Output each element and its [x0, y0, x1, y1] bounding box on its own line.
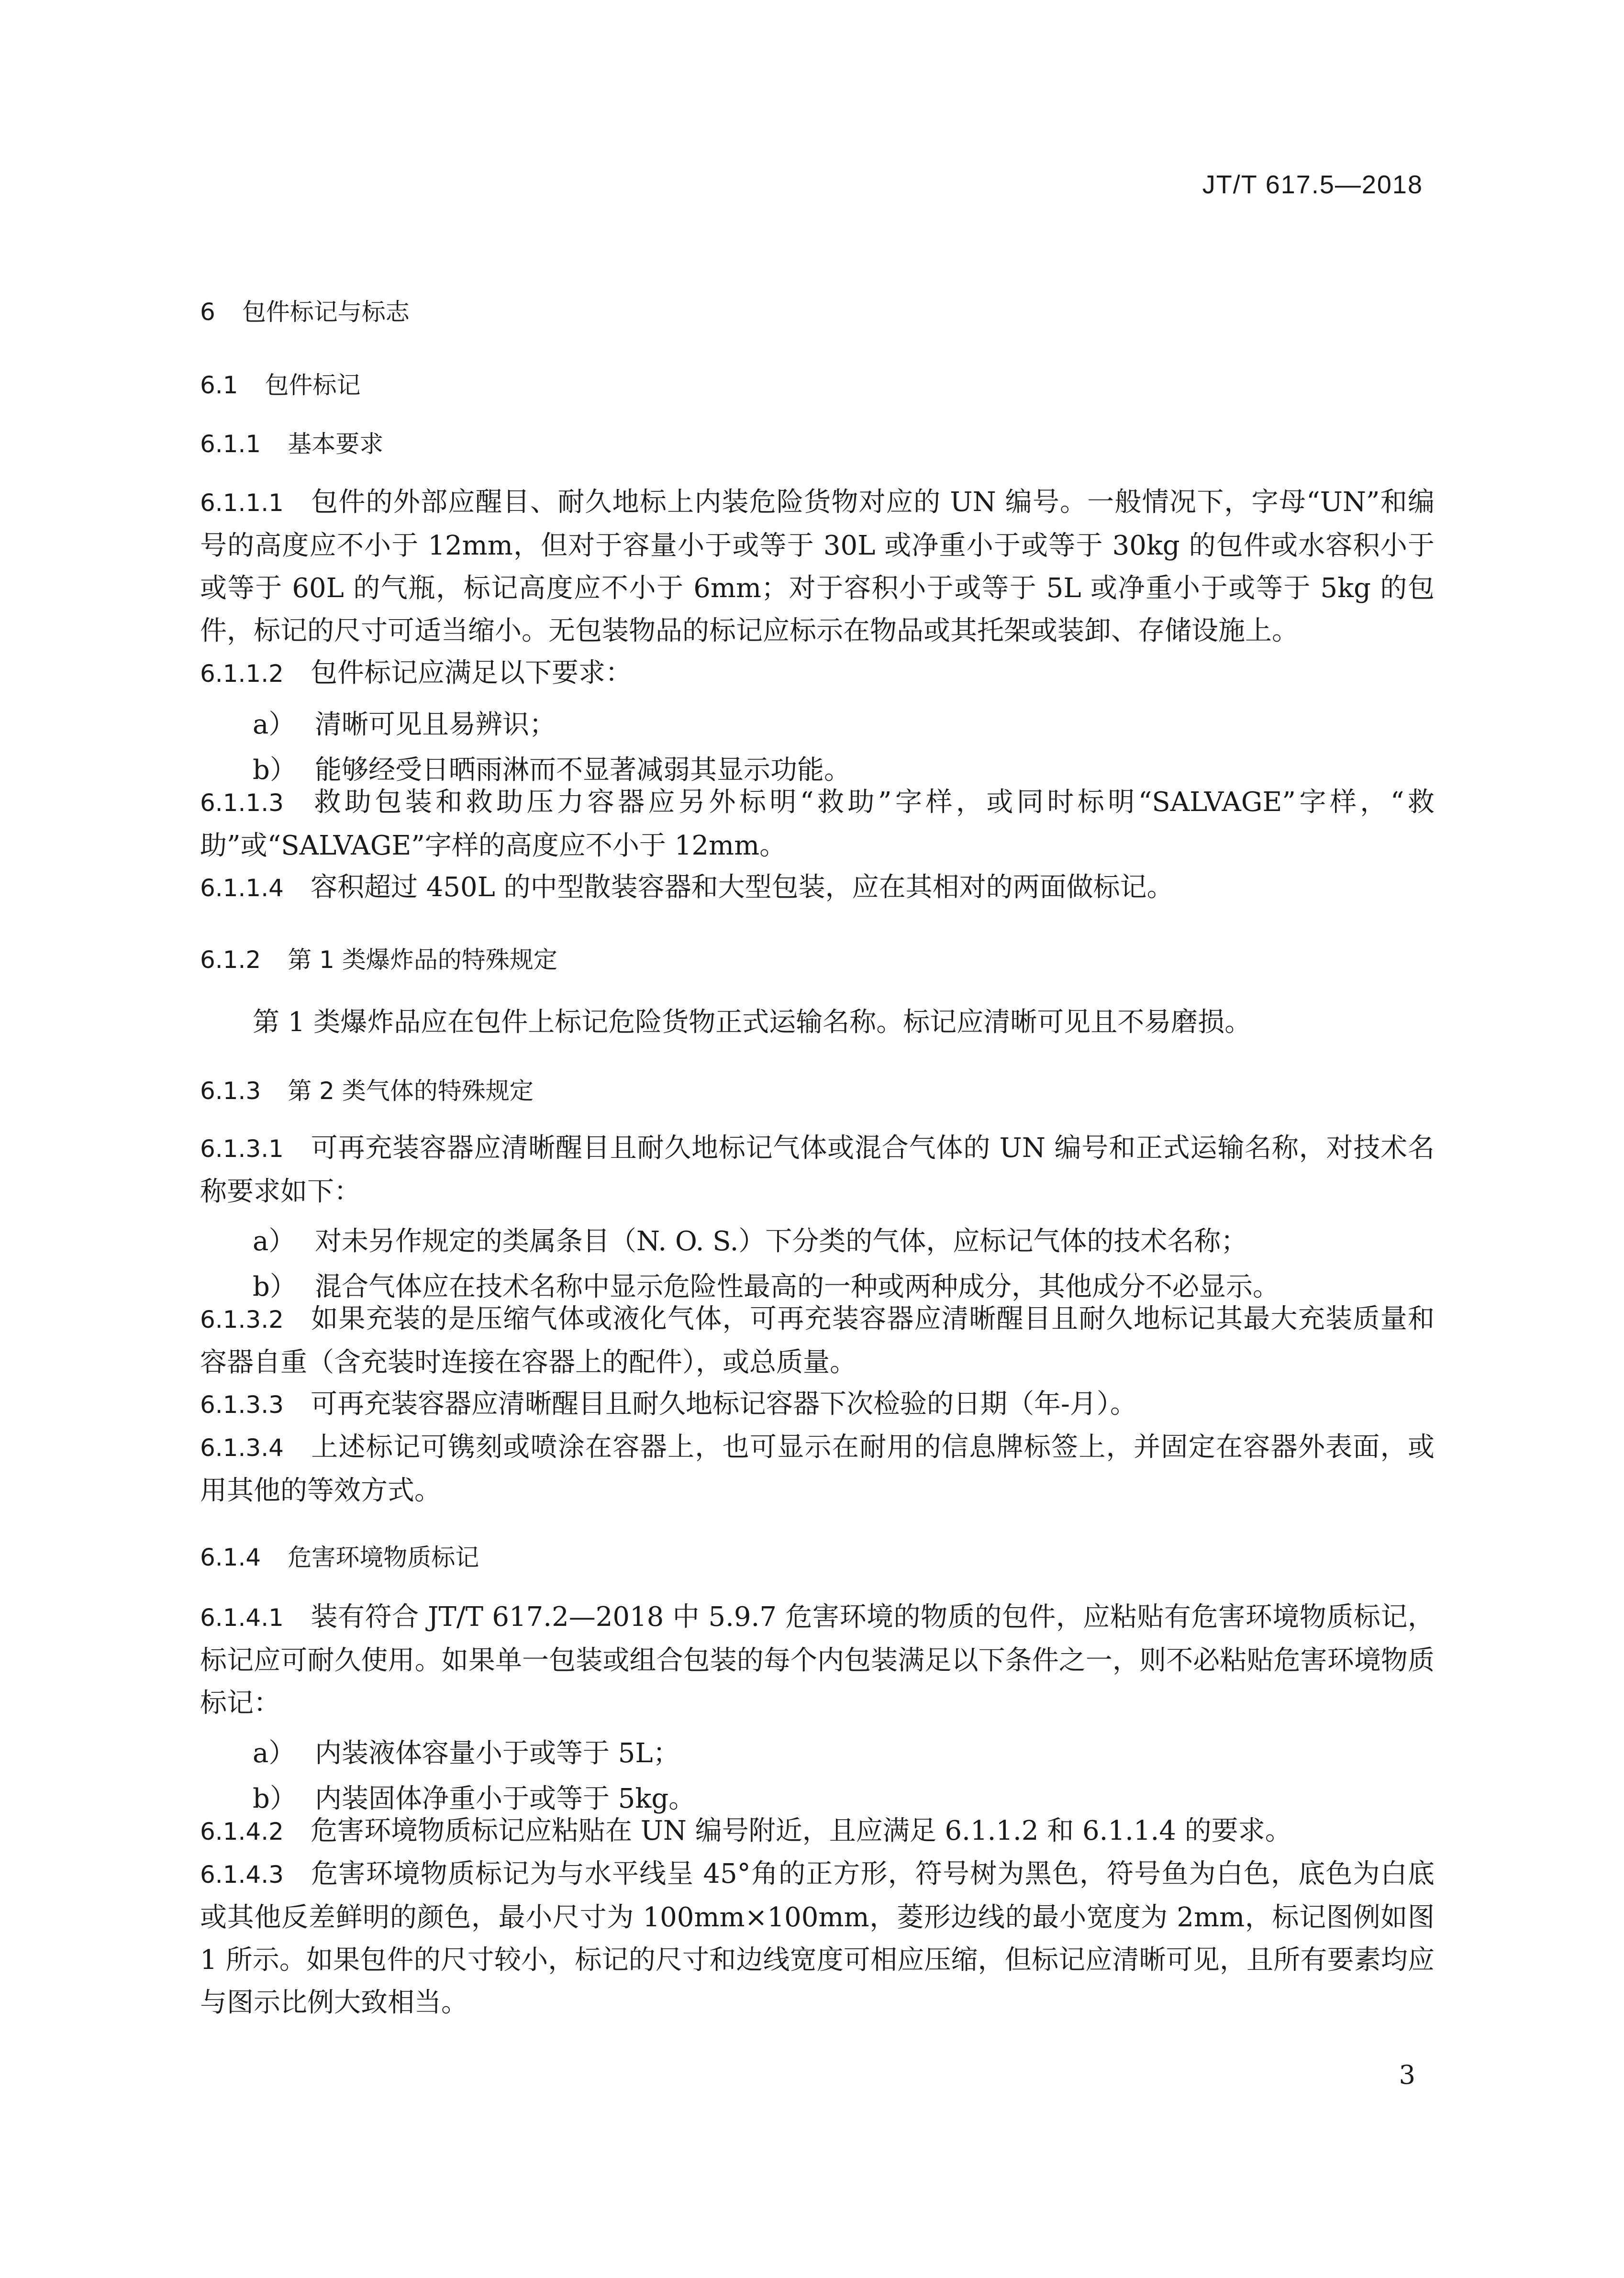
clause-6-1-3-3 — [200, 1383, 1435, 1426]
list-marker: b） — [253, 755, 297, 786]
clause-6-1-4-2 — [200, 1810, 1435, 1853]
list-marker: a） — [253, 709, 296, 740]
section-heading-6 — [200, 293, 410, 327]
clause-number: 6.1.4.1 — [200, 1604, 284, 1632]
clause-text: 容积超过 450L 的中型散装容器和大型包装，应在其相对的两面做标记。 — [310, 872, 1174, 903]
clause-number: 6.1.4.2 — [200, 1818, 284, 1845]
section-title: 第 2 类气体的特殊规定 — [288, 1077, 534, 1105]
list-text: 内装固体净重小于或等于 5kg。 — [315, 1783, 696, 1814]
clause-number: 6.1.1.1 — [200, 489, 284, 517]
list-item — [253, 1732, 680, 1770]
page-number: 3 — [1399, 2060, 1415, 2090]
clause-number: 6.1.1.2 — [200, 660, 284, 688]
clause-text: 装有符合 JT/T 617.2—2018 中 5.9.7 危害环境的物质的包件，应粘贴有危害环境物质标记，标记应可耐久使用。如果单一包装或组合包装的每个内包装满足以下条件之一，则不必粘贴危害环境物质标记： — [200, 1601, 1435, 1719]
section-heading-6-1-4 — [200, 1538, 479, 1573]
clause-6-1-1-2 — [200, 652, 1435, 695]
clause-6-1-1-3 — [200, 781, 1435, 867]
section-number: 6.1.4 — [200, 1544, 261, 1571]
clause-text: 救助包装和救助压力容器应另外标明“救助”字样，或同时标明“SALVAGE”字样，“救助”或“SALVAGE”字样的高度应不小于 12mm。 — [200, 787, 1435, 861]
list-text: 混合气体应在技术名称中显示危险性最高的一种或两种成分，其他成分不必显示。 — [315, 1271, 1279, 1302]
clause-6-1-1-4 — [200, 866, 1435, 910]
standard-code: JT/T 617.5—2018 — [1202, 170, 1423, 199]
list-marker: b） — [253, 1271, 297, 1302]
section-title: 包件标记与标志 — [242, 298, 410, 326]
section-number: 6 — [200, 298, 215, 326]
clause-text: 如果充装的是压缩气体或液化气体，可再充装容器应清晰醒目且耐久地标记其最大充装质量和容器自重（含充装时连接在容器上的配件），或总质量。 — [200, 1303, 1435, 1378]
clause-6-1-2-body: 第 1 类爆炸品应在包件上标记危险货物正式运输名称。标记应清晰可见且不易磨损。 — [253, 1007, 1252, 1038]
clause-number: 6.1.3.4 — [200, 1434, 284, 1462]
list-marker: a） — [253, 1738, 296, 1769]
list-text: 内装液体容量小于或等于 5L； — [315, 1738, 680, 1769]
list-marker: a） — [253, 1226, 296, 1257]
clause-6-1-3-1 — [200, 1127, 1435, 1213]
section-title: 基本要求 — [288, 430, 384, 458]
clause-number: 6.1.1.4 — [200, 874, 284, 902]
clause-6-1-3-4 — [200, 1426, 1435, 1512]
clause-number: 6.1.3.3 — [200, 1391, 284, 1419]
clause-text: 危害环境物质标记为与水平线呈 45°角的正方形，符号树为黑色，符号鱼为白色，底色为白底或其他反差鲜明的颜色，最小尺寸为 100mm×100mm，菱形边线的最小宽度为 2mm，标记图例如图 1 所示。如果包件的尺寸较小，标记的尺寸和边线宽度可相应压缩，但标记应清晰可见，且所有要素均应与图示比例大致相当。 — [200, 1858, 1435, 2018]
clause-text: 上述标记可镌刻或喷涂在容器上，也可显示在耐用的信息牌标签上，并固定在容器外表面，或用其他的等效方式。 — [200, 1432, 1435, 1506]
section-title: 第 1 类爆炸品的特殊规定 — [288, 946, 557, 974]
clause-6-1-3-2 — [200, 1298, 1435, 1384]
section-heading-6-1 — [200, 366, 361, 400]
section-heading-6-1-2 — [200, 941, 557, 975]
clause-number: 6.1.3.2 — [200, 1306, 284, 1333]
section-number: 6.1.2 — [200, 946, 261, 974]
list-text: 对未另作规定的类属条目（N. O. S.）下分类的气体，应标记气体的技术名称； — [315, 1226, 1248, 1257]
clause-number: 6.1.4.3 — [200, 1861, 284, 1889]
clause-text: 可再充装容器应清晰醒目且耐久地标记容器下次检验的日期（年-月）。 — [310, 1389, 1137, 1420]
list-item — [253, 703, 556, 742]
list-item — [253, 1220, 1247, 1258]
clause-number: 6.1.3.1 — [200, 1135, 284, 1163]
clause-text: 危害环境物质标记应粘贴在 UN 编号附近，且应满足 6.1.1.2 和 6.1.1.4 的要求。 — [310, 1815, 1292, 1846]
list-marker: b） — [253, 1783, 297, 1814]
clause-text: 包件的外部应醒目、耐久地标上内装危险货物对应的 UN 编号。一般情况下，字母“UN”和编号的高度应不小于 12mm，但对于容量小于或等于 30L 或净重小于或等于 30kg 的包件或水容积小于或等于 60L 的气瓶，标记高度应不小于 6mm；对于容积小于或等于 5L 或净重小于或等于 5kg 的包件，标记的尺寸可适当缩小。无包装物品的标记应标示在物品或其托架或装卸、存储设施上。 — [200, 487, 1435, 646]
section-number: 6.1.1 — [200, 430, 261, 458]
section-number: 6.1 — [200, 371, 238, 399]
clause-number: 6.1.1.3 — [200, 789, 284, 817]
section-title: 危害环境物质标记 — [288, 1544, 479, 1571]
clause-text: 包件标记应满足以下要求： — [310, 657, 632, 689]
section-heading-6-1-1 — [200, 425, 383, 459]
section-heading-6-1-3 — [200, 1072, 534, 1106]
clause-6-1-4-3 — [200, 1853, 1435, 2024]
clause-text: 可再充装容器应清晰醒目且耐久地标记气体或混合气体的 UN 编号和正式运输名称，对技术名称要求如下： — [200, 1133, 1435, 1207]
list-text: 能够经受日晒雨淋而不显著减弱其显示功能。 — [315, 755, 851, 786]
clause-6-1-4-1 — [200, 1596, 1435, 1724]
section-number: 6.1.3 — [200, 1077, 261, 1105]
section-title: 包件标记 — [265, 371, 361, 399]
clause-6-1-1-1 — [200, 481, 1435, 652]
list-text: 清晰可见且易辨识； — [315, 709, 556, 740]
